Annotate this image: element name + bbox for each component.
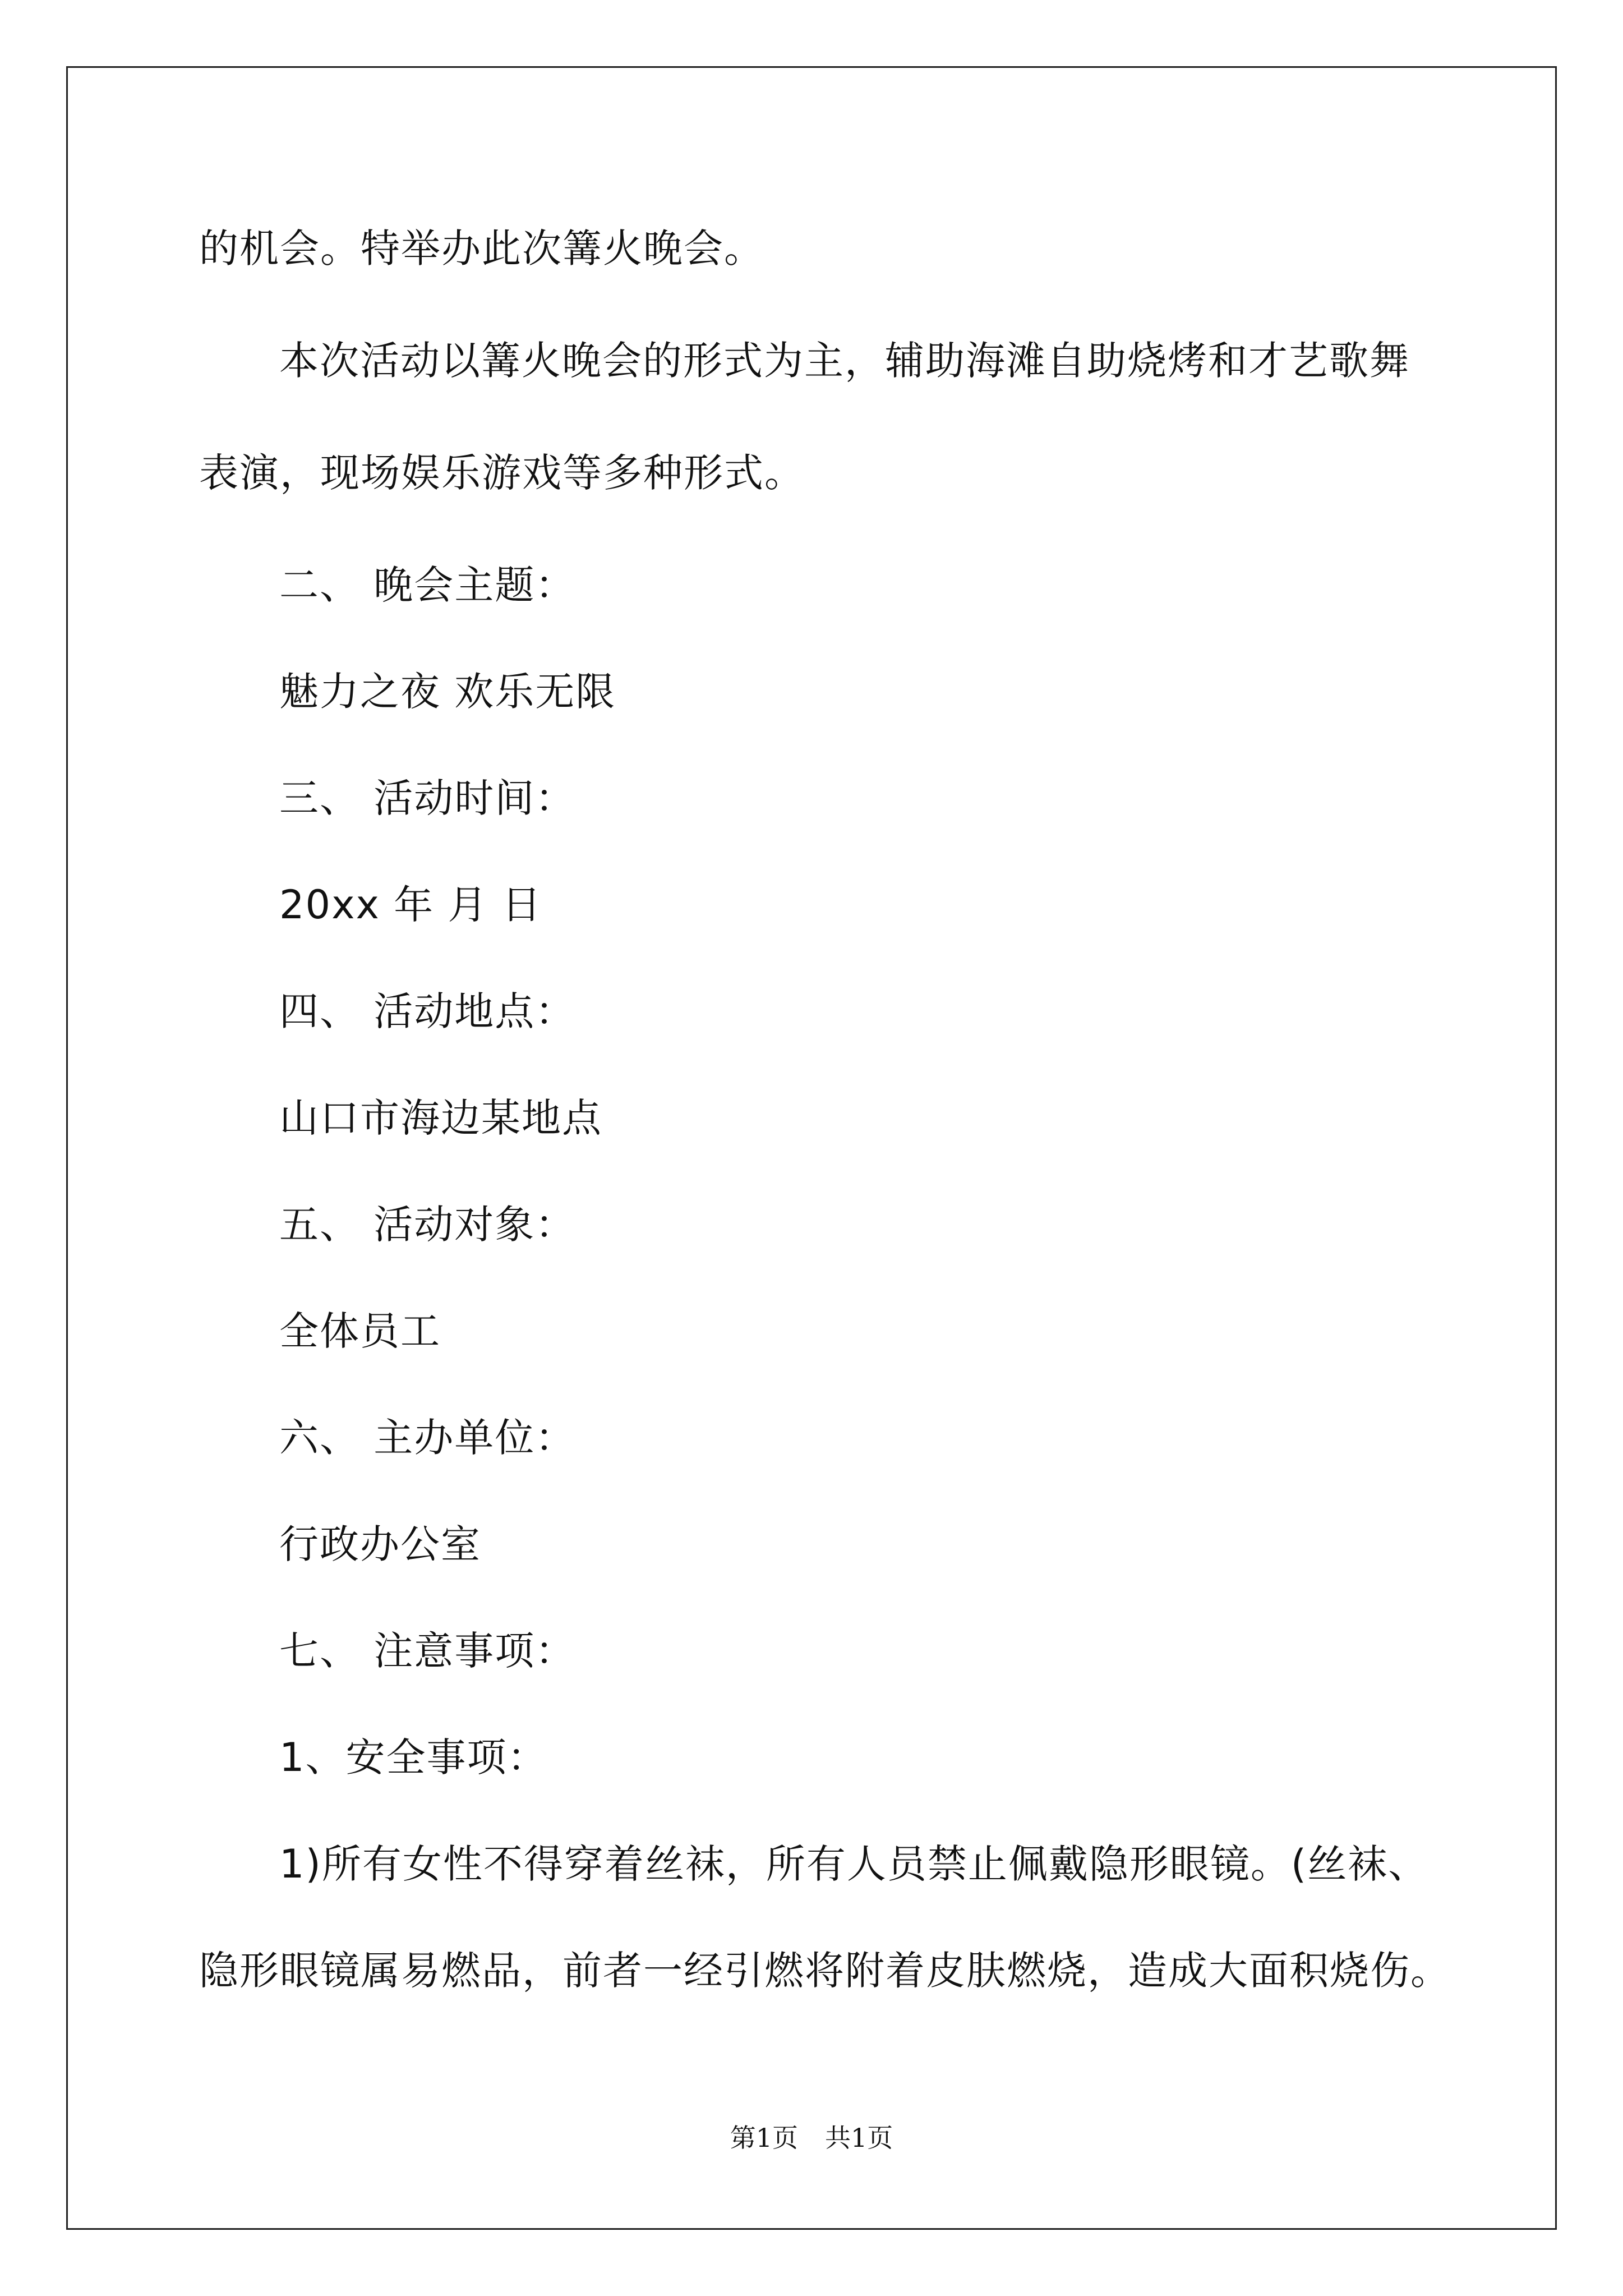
body-line-1: 的机会。特举办此次篝火晚会。 — [199, 226, 764, 272]
body-line-theme: 魅力之夜 欢乐无限 — [279, 669, 616, 715]
section-heading-audience: 五、 活动对象： — [279, 1202, 576, 1248]
section-heading-time: 三、 活动时间： — [279, 775, 576, 821]
section-heading-location: 四、 活动地点： — [279, 988, 576, 1034]
body-line-2: 本次活动以篝火晚会的形式为主，辅助海滩自助烧烤和才艺歌舞 — [279, 338, 1410, 384]
body-line-3: 表演，现场娱乐游戏等多种形式。 — [199, 450, 805, 496]
page-number: 第1页 — [730, 2123, 798, 2153]
body-line-organizer: 行政办公室 — [279, 1521, 481, 1567]
body-line-time: 20xx 年 月 日 — [279, 882, 542, 928]
body-line-audience: 全体员工 — [279, 1308, 441, 1354]
body-line-location: 山口市海边某地点 — [279, 1095, 602, 1141]
section-heading-notes: 七、 注意事项： — [279, 1628, 576, 1674]
page-footer — [0, 2121, 1623, 2155]
body-line-safety-2: 隐形眼镜属易燃品，前者一经引燃将附着皮肤燃烧，造成大面积烧伤。 — [199, 1948, 1451, 1994]
page-total: 共1页 — [825, 2123, 893, 2153]
subheading-safety: 1、安全事项： — [279, 1734, 548, 1780]
page-frame — [66, 66, 1557, 2230]
section-heading-organizer: 六、 主办单位： — [279, 1415, 576, 1461]
section-heading-theme: 二、 晚会主题： — [279, 562, 576, 608]
body-line-safety-1: 1)所有女性不得穿着丝袜，所有人员禁止佩戴隐形眼镜。(丝袜、 — [279, 1841, 1429, 1887]
